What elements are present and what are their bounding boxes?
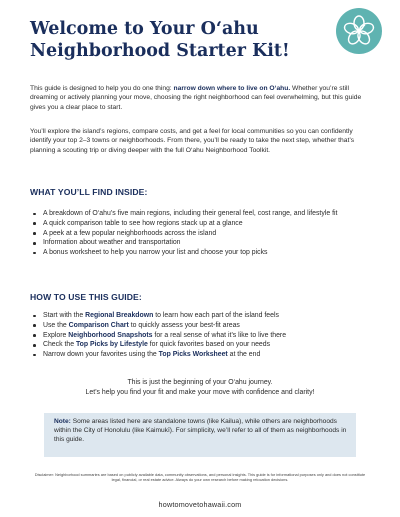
how-to-use-list: [30, 311, 370, 360]
item-emphasis: Neighborhood Snapshots: [68, 331, 153, 339]
intro-rest-text: Whether you’re still dreaming or actively planning your move, choosing the right neighborhood can feel overwhelming, but this guide gives you a clear place to start.: [30, 85, 362, 111]
list-item: [30, 350, 370, 360]
item-text: Narrow down your favorites using the: [43, 351, 159, 359]
list-item: A peek at a few popular neighborhoods across the island: [30, 229, 370, 239]
item-text: Start with the: [43, 312, 86, 319]
list-item: Information about weather and transportation: [30, 238, 370, 248]
item-text: to quickly assess your best-fit areas: [128, 321, 240, 329]
list-item: [30, 321, 370, 331]
how-to-use-heading: HOW TO USE THIS GUIDE:: [30, 292, 142, 302]
item-emphasis: Regional Breakdown: [85, 312, 154, 319]
list-item: A breakdown of O‘ahu’s five main regions, including their general feel, cost range, and lifestyle fit: [30, 209, 370, 219]
item-text: to learn how each part of the island feels: [153, 312, 279, 319]
note-label: Note:: [54, 418, 71, 425]
list-item: [30, 340, 370, 350]
page-title: Welcome to Your O‘ahu Neighborhood Starter Kit!: [30, 19, 290, 61]
closing-line-1: This is just the beginning of your O‘ahu journey.: [127, 379, 273, 386]
item-emphasis: Comparison Chart: [68, 321, 129, 329]
item-text: for a real sense of what it’s like to live there: [152, 331, 287, 339]
disclaimer: Disclaimer: Neighborhood summaries are based on publicly available data, community observations, and personal insights. This guide is for informational purposes only and does not constitute legal, financial, or real estate advice. Always do your own research before making relocation decisions.: [34, 472, 366, 483]
closing-message: [30, 378, 370, 398]
intro-paragraph-2: You’ll explore the island’s regions, compare costs, and get a feel for local communities so you can confidently identify your top 2–3 towns or neighborhoods. From there, you’ll be ready to take the next step, whether that’s planning a scouting trip or diving deeper with the full O‘ahu Neighborhood Toolkit.: [30, 128, 355, 154]
item-text: Use the: [43, 321, 69, 329]
item-emphasis: Top Picks Worksheet: [158, 351, 228, 359]
item-text: Check the: [43, 341, 76, 349]
note-text: Some areas listed here are standalone towns (like Kailua), while others are neighborhoods within the City of Honolulu (like Kaimukī). For simplicity, we’ll refer to all of them as neighborhoods in this guide.: [54, 418, 347, 444]
item-emphasis: Top Picks by Lifestyle: [75, 341, 148, 349]
find-inside-list: [30, 209, 370, 258]
list-item: A bonus worksheet to help you narrow your list and choose your top picks: [30, 248, 370, 258]
list-item: [30, 331, 370, 341]
footer-url: howtomovetohawaii.com: [158, 500, 242, 509]
hibiscus-flower-icon-graphic: [342, 14, 376, 48]
item-text: for quick favorites based on your needs: [147, 341, 271, 349]
note-callout: [44, 413, 356, 457]
intro-paragraph-1: [30, 84, 375, 112]
item-text: Explore: [43, 331, 69, 339]
intro-bold-text: narrow down where to live on O‘ahu.: [173, 85, 291, 92]
item-text: at the end: [227, 351, 261, 359]
list-item: A quick comparison table to see how regions stack up at a glance: [30, 219, 370, 229]
closing-line-2: Let’s help you find your fit and make your move with confidence and clarity!: [85, 389, 315, 396]
find-inside-heading: WHAT YOU’LL FIND INSIDE:: [30, 187, 148, 197]
intro-lead-text: This guide is designed to help you do one thing:: [30, 85, 174, 92]
hibiscus-flower-icon: [336, 8, 382, 54]
list-item: [30, 311, 370, 321]
